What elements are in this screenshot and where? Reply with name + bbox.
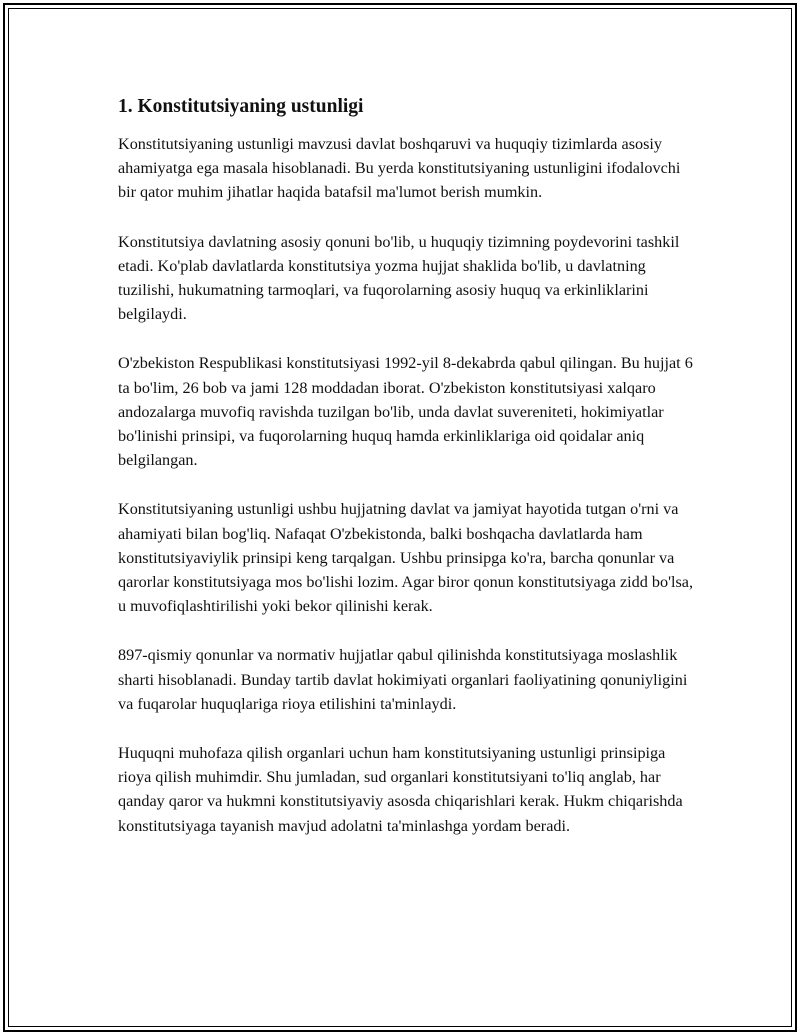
paragraph-3: O'zbekiston Respublikasi konstitutsiyasi 1992-yil 8-dekabrda qabul qilingan. Bu hujjat 6 ta bo'lim, 26 bob va jami 128 moddadan iborat. O'zbekiston konstitutsiyasi xalqaro andozalarga muvofiq ravishda tuzilgan bo'lib, unda davlat suvereniteti, hokimiyatlar bo'linishi prinsipi, va fuqorolarning huquq hamda erkinliklariga oid qoidalar aniq belgilangan. xyxy=(118,354,693,470)
paragraph-6: Huquqni muhofaza qilish organlari uchun ham konstitutsiyaning ustunligi prinsipiga rioya qilish muhimdir. Shu jumladan, sud organlari konstitutsiyani to'liq anglab, har qanday qaror va hukmni konstitutsiyaviy asosda chiqarishlari kerak. Hukm chiqarishda konstitutsiyaga tayanish mavjud adolatni ta'minlashga yordam beradi. xyxy=(118,744,683,835)
paragraph-2: Konstitutsiya davlatning asosiy qonuni bo'lib, u huquqiy tizimning poydevorini tashkil etadi. Ko'plab davlatlarda konstitutsiya yozma hujjat shaklida bo'lib, u davlatning tuzilishi, hukumatning tarmoqlari, va fuqorolarning asosiy huquq va erkinliklarini belgilaydi. xyxy=(118,232,680,324)
paragraph-5: 897-qismiy qonunlar va normativ hujjatlar qabul qilinishda konstitutsiyaga moslashlik sharti hisoblanadi. Bunday tartib davlat hokimiyati organlari faoliyatining qonuniyligini va fuqarolar huquqlariga rioya etilishini ta'minlaydi. xyxy=(118,646,688,713)
paragraph-1: Konstitutsiyaning ustunligi mavzusi davlat boshqaruvi va huquqiy tizimlarda asosiy ahamiyatga ega masala hisoblanadi. Bu yerda konstitutsiyaning ustunligini ifodalovchi bir qator muhim jihatlar haqida batafsil ma'lumot berish mumkin. xyxy=(118,135,681,202)
document-body xyxy=(118,94,698,863)
paragraph-4: Konstitutsiyaning ustunligi ushbu hujjatning davlat va jamiyat hayotida tutgan o'rni va ahamiyati bilan bog'liq. Nafaqat O'zbekistonda, balki boshqacha davlatlarda ham konstitutsiyaviylik prinsipi keng tarqalgan. Ushbu prinsipga ko'ra, barcha qonunlar va qarorlar konstitutsiyaga mos bo'lishi lozim. Agar biror qonun konstitutsiyaga zidd bo'lsa, u muvofiqlashtirilishi yoki bekor qilinishi kerak. xyxy=(118,500,694,616)
section-heading: 1. Konstitutsiyaning ustunligi xyxy=(118,96,364,117)
